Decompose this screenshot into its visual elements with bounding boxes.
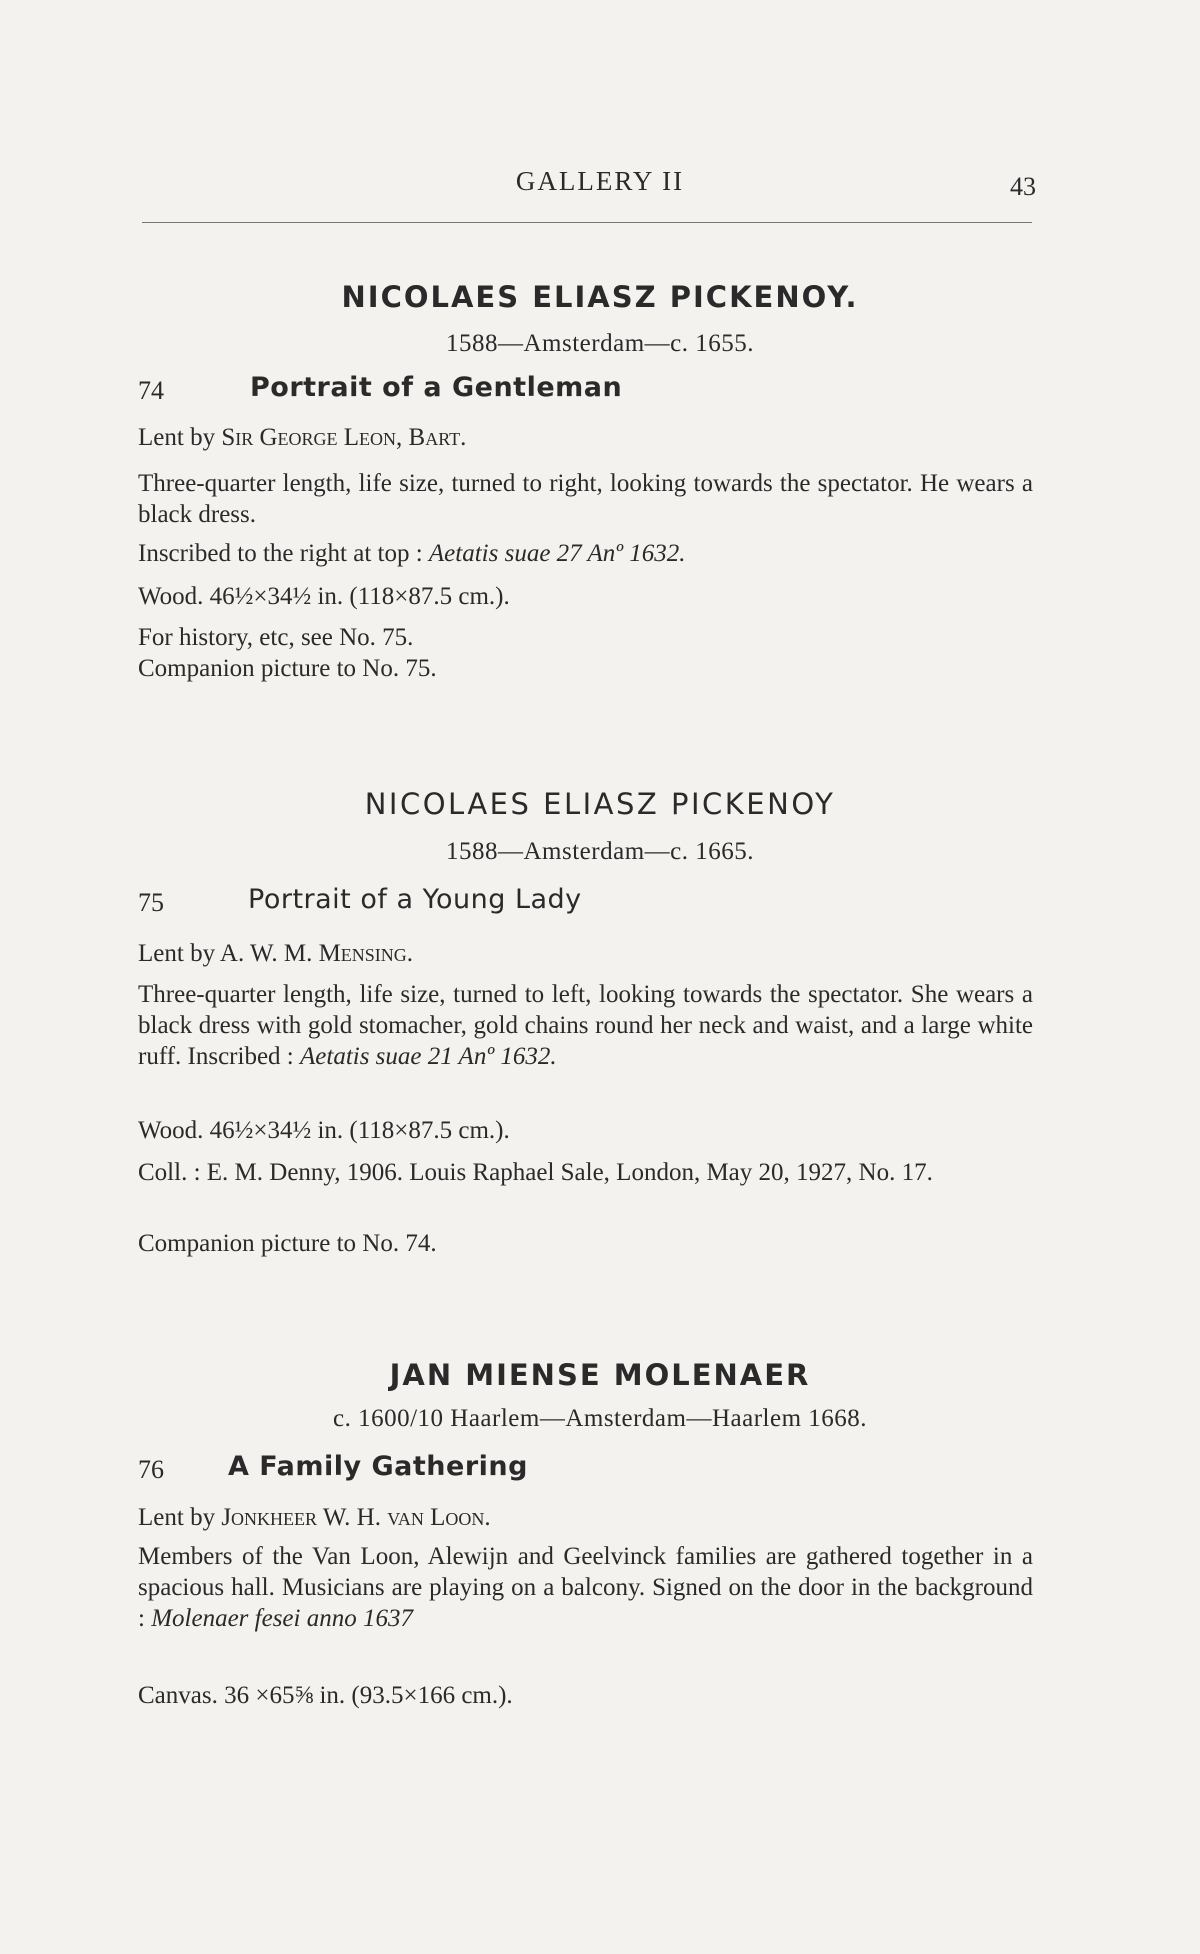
artist-heading: NICOLAES ELIASZ PICKENOY: [364, 787, 836, 821]
header-rule: [142, 222, 1032, 223]
companion-note: Companion picture to No. 75.: [138, 655, 437, 682]
lender-line: Lent by A. W. M. Mensing.: [138, 940, 414, 967]
medium-dimensions: Canvas. 36 ×65⅝ in. (93.5×166 cm.).: [138, 1682, 513, 1709]
inscription: Molenaer fesei anno 1637: [151, 1605, 413, 1632]
catalogue-number: 74: [138, 376, 164, 405]
artist-heading: JAN MIENSE MOLENAER: [389, 1358, 811, 1392]
painting-title: Portrait of a Young Lady: [248, 884, 582, 915]
collection-history: Coll. : E. M. Denny, 1906. Louis Raphael Sale, London, May 20, 1927, No. 17.: [138, 1159, 933, 1186]
companion-note: Companion picture to No. 74.: [138, 1230, 437, 1257]
catalogue-number: 75: [138, 888, 164, 917]
inscription: Aetatis suae 21 Anº 1632.: [300, 1043, 557, 1070]
lender-name: Mensing.: [318, 940, 414, 967]
medium-dimensions: Wood. 46½×34½ in. (118×87.5 cm.).: [138, 1117, 510, 1144]
catalogue-number: 76: [138, 1455, 164, 1484]
lender-line: Lent by Jonkheer W. H. van Loon.: [138, 1504, 491, 1531]
inscription: Aetatis suae 27 Anº 1632.: [428, 540, 686, 567]
lender-name: Jonkheer W. H. van Loon.: [221, 1504, 491, 1531]
running-header: GALLERY II: [515, 166, 685, 196]
history-note: For history, etc, see No. 75.: [138, 624, 414, 651]
artist-dates: c. 1600/10 Haarlem—Amsterdam—Haarlem 1668.: [332, 1405, 868, 1432]
painting-title: Portrait of a Gentleman: [250, 372, 623, 403]
inscription-line: Inscribed to the right at top : Aetatis suae 27 Anº 1632.: [138, 540, 686, 567]
description: Members of the Van Loon, Alewijn and Geelvinck families are gathered together in a spacious hall. Musicians are playing on a balcony. Signed on the door in the background : Molenaer fesei anno 1637: [138, 1543, 1033, 1632]
medium-dimensions: Wood. 46½×34½ in. (118×87.5 cm.).: [138, 583, 510, 610]
lender-line: Lent by Sir George Leon, Bart.: [138, 424, 467, 451]
painting-title: A Family Gathering: [228, 1451, 528, 1482]
description: Three-quarter length, life size, turned to left, looking towards the spectator. She wears a black dress with gold stomacher, gold chains round her neck and waist, and a large white ruff. Inscribed : Aetatis suae 21 Anº 1632.: [138, 981, 1033, 1070]
description: Three-quarter length, life size, turned to right, looking towards the spectator. He wears a black dress.: [138, 470, 1033, 528]
artist-dates: 1588—Amsterdam—c. 1665.: [446, 838, 754, 865]
artist-dates: 1588—Amsterdam—c. 1655.: [446, 330, 754, 357]
artist-heading: NICOLAES ELIASZ PICKENOY.: [341, 280, 859, 314]
lender-name: Sir George Leon, Bart.: [221, 424, 467, 451]
page-number: 43: [1010, 172, 1036, 201]
